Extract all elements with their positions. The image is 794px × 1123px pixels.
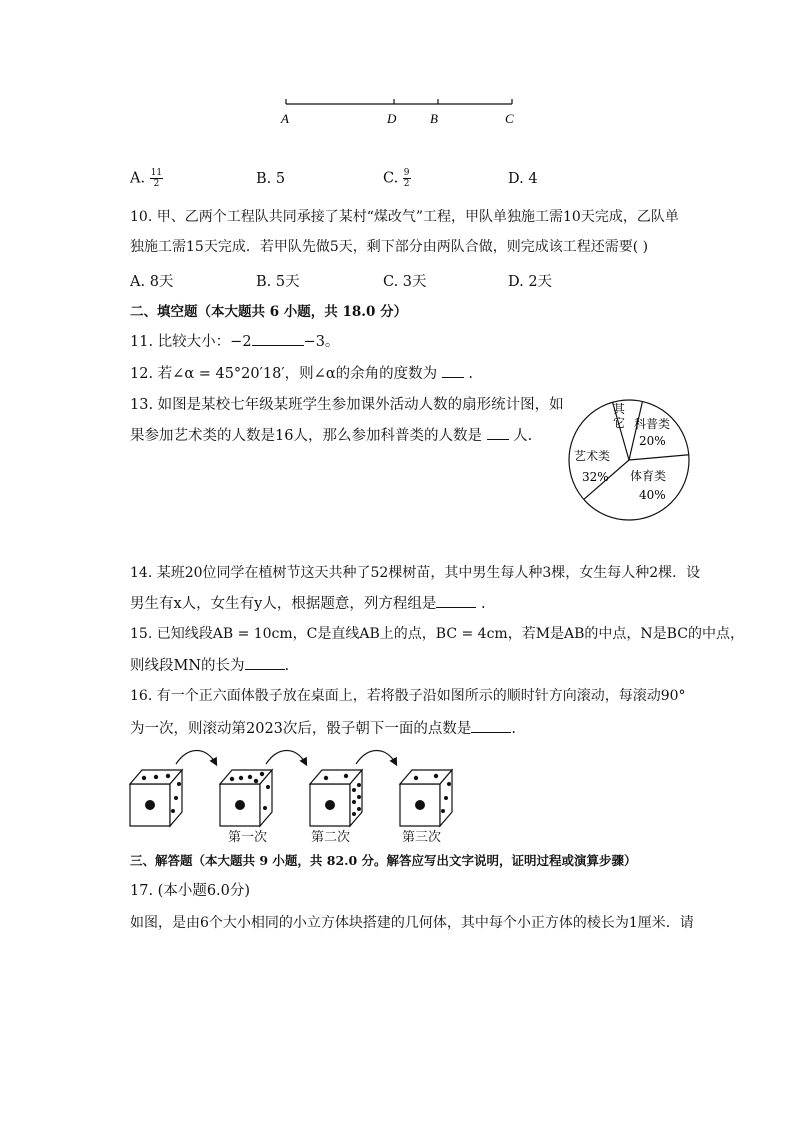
q9-option-a-fraction — [150, 168, 163, 189]
die-third-roll-top-pip — [434, 774, 438, 778]
die-first-roll-top-pip — [260, 772, 264, 776]
q11-line — [130, 331, 339, 352]
die-first-roll-front-pip — [235, 800, 245, 810]
q16-line-1: 16. 有一个正六面体骰子放在桌面上，若将骰子沿如图所示的顺时针方向滚动，每滚动90° — [130, 688, 686, 704]
die-third-roll-side-pip — [444, 796, 448, 800]
dice-caption-first: 第一次 — [228, 830, 268, 845]
q17-heading: 17. (本小题6.0分) — [130, 883, 251, 899]
die-initial-top-pip — [154, 775, 158, 779]
pie-label-art: 艺术类 — [574, 449, 611, 463]
die-initial-top-pip — [166, 774, 170, 778]
die-first-roll-side-pip — [263, 806, 267, 810]
die-second-roll-side-pip — [352, 788, 356, 792]
q12-line — [130, 363, 473, 384]
q12-prefix: 12. 若∠α = 45°20′18′，则∠α的余角的度数为 — [130, 366, 442, 382]
q9-option-c-letter: C. — [383, 170, 399, 187]
die-second-roll-side-pip — [357, 807, 361, 811]
q13-answer-blank[interactable] — [487, 425, 509, 440]
q11-prefix: 11. 比较大小：−2 — [130, 334, 252, 350]
label-d: D — [387, 111, 397, 126]
pie-label-other-1: 其 — [613, 402, 626, 416]
die-third-roll-front-pip — [415, 800, 425, 810]
q14-line-2 — [130, 593, 486, 614]
section-2-heading: 二、填空题（本大题共 6 小题，共 18.0 分） — [130, 304, 408, 320]
pie-chart — [566, 397, 692, 523]
die-first-roll-top-pip — [239, 776, 243, 780]
q15-answer-blank[interactable] — [245, 655, 285, 670]
label-b: B — [430, 111, 438, 126]
label-c: C — [505, 111, 514, 126]
die-third-roll — [400, 770, 452, 826]
q9-option-a-letter: A. — [130, 170, 146, 187]
q16-answer-blank[interactable] — [471, 718, 511, 733]
die-third-roll-side-pip — [447, 782, 451, 786]
q15-line-2-suffix: . — [284, 658, 290, 674]
die-initial-side-pip — [177, 782, 181, 786]
q9-option-a-numerator: 11 — [150, 168, 163, 178]
q10-option-b[interactable]: B. 5天 — [256, 274, 300, 290]
q13-line-2 — [130, 425, 532, 446]
die-third-roll-side-pip — [441, 809, 445, 813]
die-second-roll-side-pip — [357, 783, 361, 787]
q12-suffix: . — [463, 366, 473, 382]
q15-line-1: 15. 已知线段AB = 10cm，C是直线AB上的点，BC = 4cm，若M是AB的中点，N是BC的中点， — [130, 626, 744, 642]
roll-arrow-3 — [356, 751, 396, 765]
dice-caption-third: 第三次 — [402, 830, 442, 845]
die-initial-side-pip — [171, 809, 175, 813]
q15-line-2 — [130, 655, 289, 676]
section-3-heading: 三、解答题（本大题共 9 小题，共 82.0 分。解答应写出文字说明，证明过程或演算步骤） — [130, 853, 637, 868]
q9-option-c[interactable] — [383, 168, 411, 189]
q15-line-2-prefix: 则线段MN的长为 — [130, 658, 245, 674]
q16-line-2-suffix: . — [511, 721, 517, 737]
die-second-roll-top-pip — [344, 774, 348, 778]
die-second-roll-front-pip — [325, 800, 335, 810]
die-second-roll-top-pip — [324, 776, 328, 780]
q9-option-b[interactable]: B. 5 — [256, 171, 286, 187]
q16-line-2-prefix: 为一次，则滚动第2023次后，骰子朝下一面的点数是 — [130, 721, 472, 737]
dice-caption-second: 第二次 — [311, 830, 351, 845]
q10-line-2: 独施工需15天完成．若甲队先做5天，剩下部分由两队合做，则完成该工程还需要( ) — [130, 239, 649, 255]
q9-option-a-denominator: 2 — [153, 179, 160, 189]
die-second-roll-side-pip — [352, 812, 356, 816]
roll-arrow-2 — [266, 751, 306, 765]
die-first-roll-top-pip — [230, 777, 234, 781]
die-initial-top-pip — [142, 776, 146, 780]
pie-label-science: 科普类 — [634, 417, 671, 431]
pie-label-sports-pct: 40% — [639, 488, 666, 502]
die-initial-side-pip — [174, 796, 178, 800]
q10-line-1: 10. 甲、乙两个工程队共同承接了某村“煤改气”工程，甲队单独施工需10天完成，乙队单 — [130, 209, 679, 225]
roll-arrow-1 — [176, 751, 216, 765]
q13-line-2-suffix: 人. — [508, 428, 533, 444]
pie-label-art-pct: 32% — [582, 470, 609, 484]
q13-line-1: 13. 如图是某校七年级某班学生参加课外活动人数的扇形统计图，如 — [130, 397, 564, 413]
segment-figure — [278, 94, 528, 128]
q14-line-1: 14. 某班20位同学在植树节这天共种了52棵树苗，其中男生每人种3棵，女生每人种2棵．设 — [130, 565, 701, 581]
q9-option-c-fraction — [403, 168, 411, 189]
q10-option-d[interactable]: D. 2天 — [508, 274, 553, 290]
die-second-roll-side-pip — [357, 795, 361, 799]
q14-line-2-prefix: 男生有x人，女生有y人，根据题意，列方程组是 — [130, 596, 437, 612]
q10-option-c[interactable]: C. 3天 — [383, 274, 427, 290]
q13-line-2-prefix: 果参加艺术类的人数是16人，那么参加科普类的人数是 — [130, 428, 487, 444]
q9-option-c-denominator: 2 — [403, 179, 410, 189]
q17-line-1: 如图，是由6个大小相同的小立方体块搭建的几何体，其中每个小正方体的棱长为1厘米．请 — [130, 915, 694, 931]
q14-line-2-suffix: . — [476, 596, 486, 612]
label-a: A — [281, 111, 289, 126]
pie-label-other-2: 它 — [613, 416, 626, 430]
q16-line-2 — [130, 718, 516, 739]
q14-answer-blank[interactable] — [436, 593, 476, 608]
die-third-roll-top-pip — [414, 776, 418, 780]
q12-answer-blank[interactable] — [442, 363, 464, 378]
q10-option-a[interactable]: A. 8天 — [130, 274, 174, 290]
die-initial — [130, 770, 182, 826]
q9-option-d[interactable]: D. 4 — [508, 171, 538, 187]
pie-label-science-pct: 20% — [639, 434, 666, 448]
die-initial-front-pip — [145, 800, 155, 810]
die-second-roll — [310, 770, 362, 826]
die-first-roll-top-pip — [254, 779, 258, 783]
pie-label-sports: 体育类 — [630, 469, 667, 483]
q11-suffix: −3。 — [303, 334, 340, 350]
die-first-roll — [220, 770, 272, 826]
q9-option-c-numerator: 9 — [403, 168, 410, 178]
q11-answer-blank[interactable] — [252, 331, 304, 346]
die-first-roll-top-pip — [248, 775, 252, 779]
die-first-roll-side-pip — [266, 785, 270, 789]
die-second-roll-side-pip — [352, 800, 356, 804]
q9-option-a[interactable] — [130, 168, 163, 189]
